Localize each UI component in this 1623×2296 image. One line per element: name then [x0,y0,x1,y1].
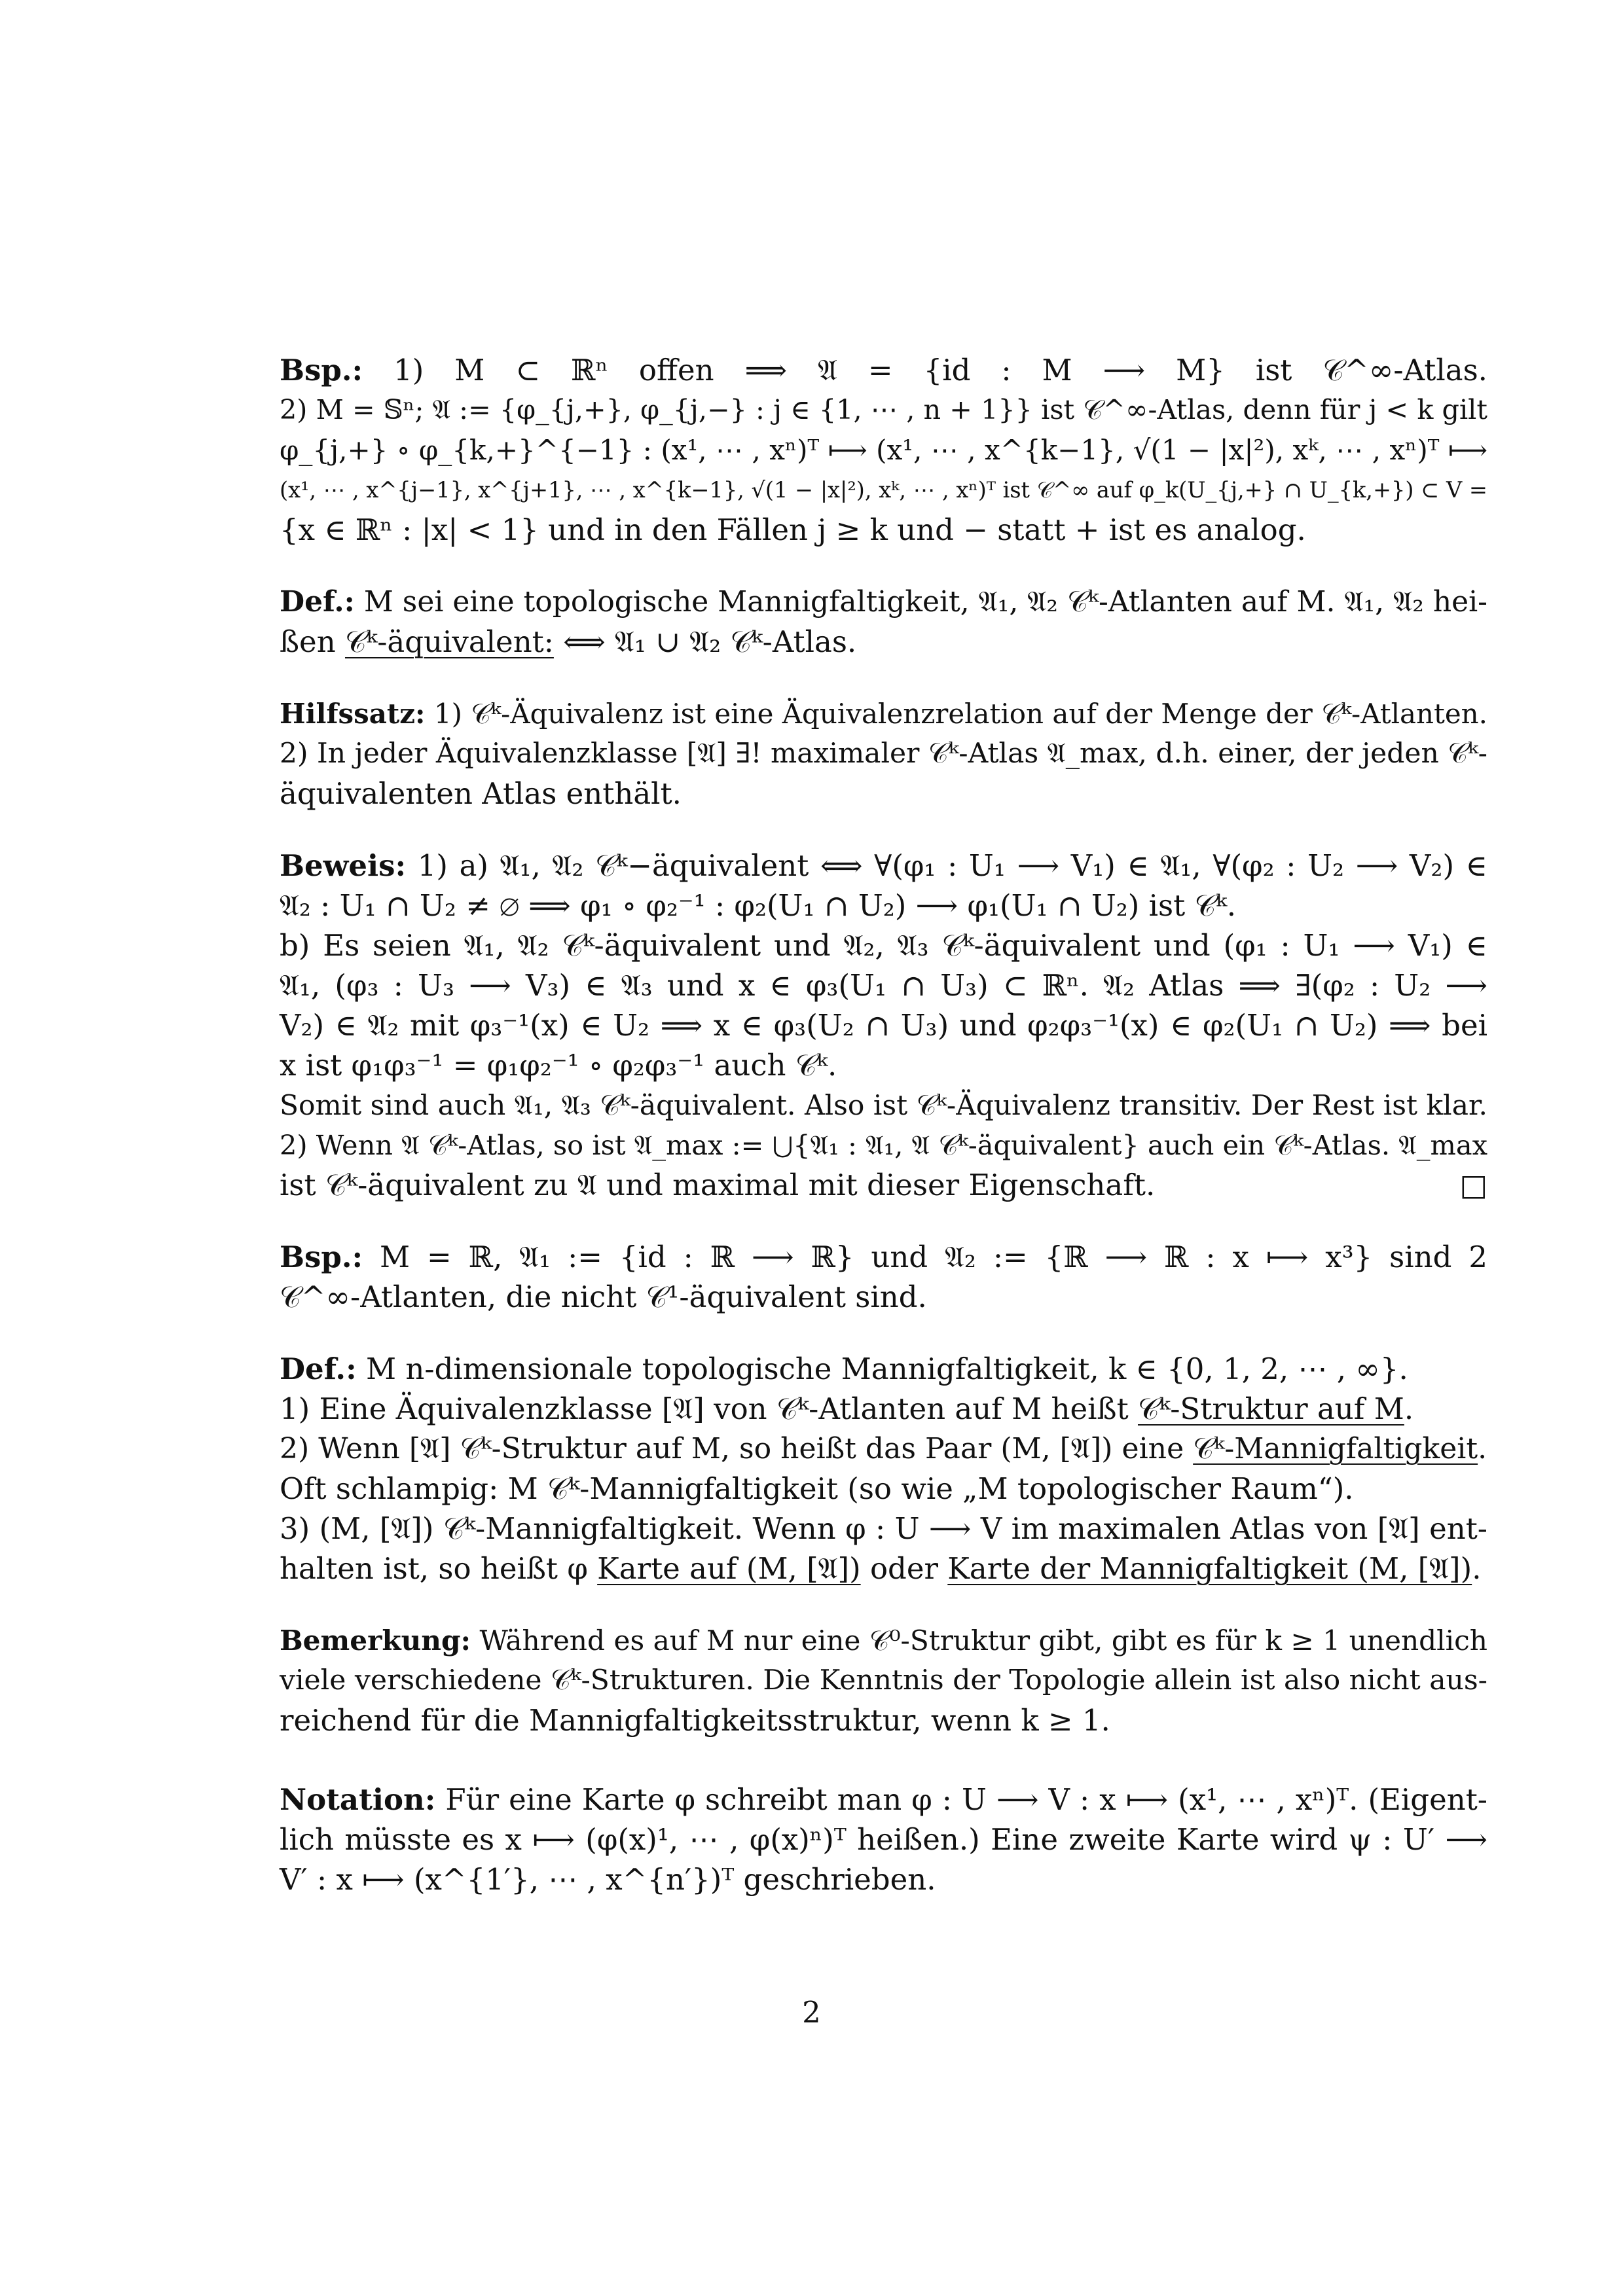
example-label: Bsp.: [280,1240,363,1274]
text-line: reichend für die Mannigfaltigkeitsstruktur, wenn k ≥ 1. [280,1703,1110,1738]
text-fragment: . [1404,1391,1414,1426]
defined-term: 𝒞ᵏ-Struktur auf M [1137,1391,1404,1426]
text-fragment: halten ist, so heißt φ [280,1551,598,1586]
defined-term: 𝒞ᵏ-äquivalent: [344,624,554,659]
example-label: Bsp.: [280,353,363,387]
text-line: 1) 𝒞ᵏ-Äquivalenz ist eine Äquivalenzrelation auf der Menge der 𝒞ᵏ-Atlanten. [433,698,1487,730]
proof-label: Beweis: [280,848,407,883]
text-line: M n-dimensionale topologische Mannigfaltigkeit, k ∈ {0, 1, 2, ⋯ , ∞}. [366,1352,1408,1386]
remark-label: Bemerkung: [280,1624,471,1657]
lemma [280,694,1487,814]
text-line: (x¹, ⋯ , x^{j−1}, x^{j+1}, ⋯ , x^{k−1}, √(1 − |x|²), xᵏ, ⋯ , xⁿ)ᵀ ist 𝒞^∞ auf φ_k(U_{j,+} ∩ U_{k,+}) ⊂ V = [280,477,1487,503]
example-1 [280,350,1487,550]
text-line: b) Es seien 𝔄₁, 𝔄₂ 𝒞ᵏ-äquivalent und 𝔄₂, 𝔄₃ 𝒞ᵏ-äquivalent und (φ₁ : U₁ ⟶ V₁) ∈ [280,928,1487,963]
text-line: ist 𝒞ᵏ-äquivalent zu 𝔄 und maximal mit dieser Eigenschaft. [280,1168,1156,1202]
lemma-label: Hilfssatz: [280,698,426,730]
text-line: Für eine Karte φ schreibt man φ : U ⟶ V : x ⟼ (x¹, ⋯ , xⁿ)ᵀ. (Eigent- [445,1782,1487,1817]
text-line: 𝔄₂ : U₁ ∩ U₂ ≠ ∅ ⟹ φ₁ ∘ φ₂⁻¹ : φ₂(U₁ ∩ U₂) ⟶ φ₁(U₁ ∩ U₂) ist 𝒞ᵏ. [280,888,1237,923]
page-number: 2 [802,1995,821,2030]
notation [280,1780,1487,1899]
qed-symbol: □ [1459,1168,1487,1202]
text-fragment: ⟺ 𝔄₁ ∪ 𝔄₂ 𝒞ᵏ-Atlas. [553,624,857,659]
text-line: lich müsste es x ⟼ (φ(x)¹, ⋯ , φ(x)ⁿ)ᵀ heißen.) Eine zweite Karte wird ψ : U′ ⟶ [280,1822,1487,1857]
text-line: 2) M = 𝕊ⁿ; 𝔄 := {φ_{j,+}, φ_{j,−} : j ∈ {1, ⋯ , n + 1}} ist 𝒞^∞-Atlas, denn für j < k gilt [280,394,1487,425]
remark [280,1621,1487,1740]
text-line: V₂) ∈ 𝔄₂ mit φ₃⁻¹(x) ∈ U₂ ⟹ x ∈ φ₃(U₂ ∩ U₃) und φ₂φ₃⁻¹(x) ∈ φ₂(U₁ ∩ U₂) ⟹ bei [280,1008,1487,1043]
text-fragment: . [1472,1551,1482,1586]
text-line: 2) Wenn 𝔄 𝒞ᵏ-Atlas, so ist 𝔄_max := ⋃{𝔄₁ : 𝔄₁, 𝔄 𝒞ᵏ-äquivalent} auch ein 𝒞ᵏ-Atlas. 𝔄_max [280,1129,1487,1161]
text-line: 1) M ⊂ ℝⁿ offen ⟹ 𝔄 = {id : M ⟶ M} ist 𝒞^∞-Atlas. [393,353,1487,387]
text-fragment: oder [860,1551,948,1586]
text-line: Somit sind auch 𝔄₁, 𝔄₃ 𝒞ᵏ-äquivalent. Also ist 𝒞ᵏ-Äquivalenz transitiv. Der Rest ist klar. [280,1089,1487,1121]
notation-label: Notation: [280,1782,436,1817]
text-line: φ_{j,+} ∘ φ_{k,+}^{−1} : (x¹, ⋯ , xⁿ)ᵀ ⟼ (x¹, ⋯ , x^{k−1}, √(1 − |x|²), xᵏ, ⋯ , xⁿ)ᵀ ⟼ [280,434,1487,466]
text-fragment: 2) Wenn [𝔄] 𝒞ᵏ-Struktur auf M, so heißt das Paar (M, [𝔄]) eine [280,1432,1194,1465]
text-line: 3) (M, [𝔄]) 𝒞ᵏ-Mannigfaltigkeit. Wenn φ : U ⟶ V im maximalen Atlas von [𝔄] ent- [280,1511,1487,1546]
text-line: viele verschiedene 𝒞ᵏ-Strukturen. Die Kenntnis der Topologie allein ist also nicht aus- [280,1664,1487,1696]
defined-term: Karte der Mannigfaltigkeit (M, [𝔄]) [947,1551,1472,1586]
text-line: M sei eine topologische Mannigfaltigkeit, 𝔄₁, 𝔄₂ 𝒞ᵏ-Atlanten auf M. 𝔄₁, 𝔄₂ hei- [363,585,1487,619]
text-line: 2) In jeder Äquivalenzklasse [𝔄] ∃! maximaler 𝒞ᵏ-Atlas 𝔄_max, d.h. einer, der jeden 𝒞ᵏ- [280,738,1487,770]
text-fragment: 1) Eine Äquivalenzklasse [𝔄] von 𝒞ᵏ-Atlanten auf M heißt [280,1391,1138,1426]
definition-structure [280,1349,1487,1588]
defined-term: Karte auf (M, [𝔄]) [597,1551,861,1586]
text-line: äquivalenten Atlas enthält. [280,776,682,811]
text-line: Oft schlampig: M 𝒞ᵏ-Mannigfaltigkeit (so wie „M topologischer Raum“). [280,1471,1354,1506]
text-line: {x ∈ ℝⁿ : |x| < 1} und in den Fällen j ≥ k und − statt + ist es analog. [280,512,1306,547]
example-2 [280,1237,1487,1317]
text-line: V′ : x ⟼ (x^{1′}, ⋯ , x^{n′})ᵀ geschrieben. [280,1862,936,1897]
defined-term: 𝒞ᵏ-Mannigfaltigkeit [1193,1432,1478,1465]
text-line: 1) a) 𝔄₁, 𝔄₂ 𝒞ᵏ−äquivalent ⟺ ∀(φ₁ : U₁ ⟶ V₁) ∈ 𝔄₁, ∀(φ₂ : U₂ ⟶ V₂) ∈ [417,848,1487,883]
page-content [280,350,1487,1899]
definition-label: Def.: [280,1352,357,1386]
definition-label: Def.: [280,585,355,619]
proof [280,846,1487,1205]
text-fragment: . [1478,1432,1487,1465]
text-fragment: ßen [280,624,345,659]
text-line: M = ℝ, 𝔄₁ := {id : ℝ ⟶ ℝ} und 𝔄₂ := {ℝ ⟶ ℝ : x ⟼ x³} sind 2 [380,1240,1487,1274]
text-line: 𝒞^∞-Atlanten, die nicht 𝒞¹-äquivalent sind. [280,1280,927,1314]
text-line: Während es auf M nur eine 𝒞⁰-Struktur gibt, gibt es für k ≥ 1 unendlich [479,1624,1487,1657]
definition-equivalent [280,582,1487,662]
text-line: x ist φ₁φ₃⁻¹ = φ₁φ₂⁻¹ ∘ φ₂φ₃⁻¹ auch 𝒞ᵏ. [280,1048,837,1083]
text-line: 𝔄₁, (φ₃ : U₃ ⟶ V₃) ∈ 𝔄₃ und x ∈ φ₃(U₁ ∩ U₃) ⊂ ℝⁿ. 𝔄₂ Atlas ⟹ ∃(φ₂ : U₂ ⟶ [280,968,1487,1003]
